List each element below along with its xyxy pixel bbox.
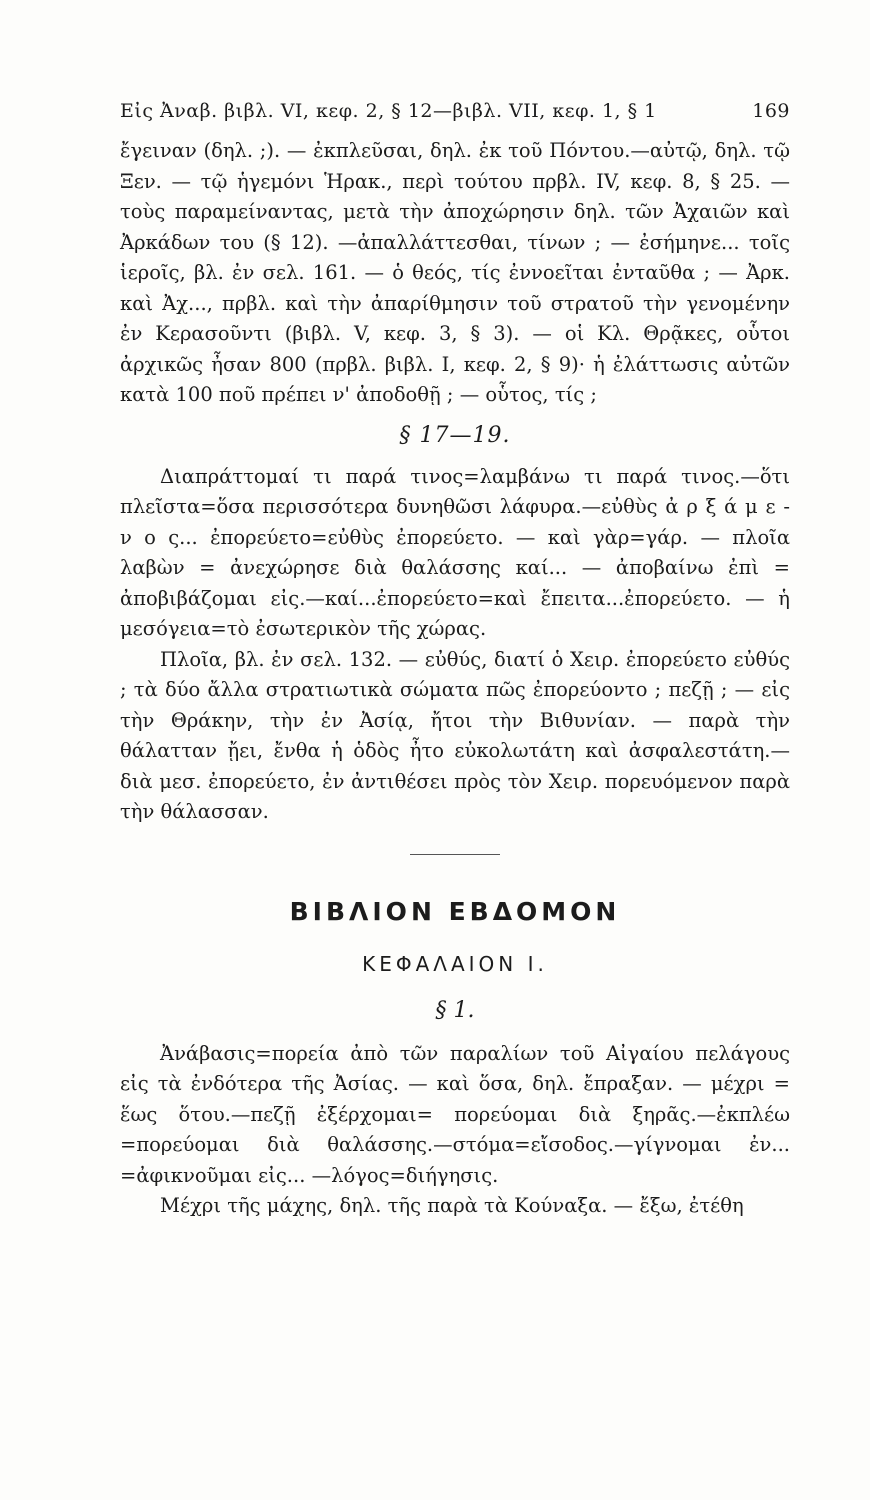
commentary-paragraph: Διαπράττομαί τι παρά τινος=λαμβάνω τι παρά τινος.—ὅτι πλεῖστα=ὅσα περισσότερα δυνηθῶσι λάφυρα.—εὐθὺς ἀ ρ ξ ά μ ε - ν ο ς... ἐπορεύετο=εὐθὺς ἐπορεύετο. — καὶ γὰρ=γάρ. — πλοῖα λαβὼν = ἀνεχώρησε διὰ θαλάσσης καί... — ἀποβαίνω ἐπὶ = ἀποβιβάζομαι εἰς.—καί...ἐπορεύετο=καὶ ἔπειτα...ἐπορεύετο. — ἡ μεσόγεια=τὸ ἐσωτερικὸν τῆς χώρας. — [120, 464, 790, 640]
running-head — [120, 100, 790, 122]
commentary-block-2 — [120, 462, 790, 828]
commentary-block-3 — [120, 1039, 790, 1222]
page-number: 169 — [752, 100, 790, 122]
commentary-paragraph: ἔγειναν (δηλ. ;). — ἐκπλεῦσαι, δηλ. ἐκ τοῦ Πόντου.—αὐτῷ, δηλ. τῷ Ξεν. — τῷ ἡγεμόνι Ἡρακ., περὶ τούτου πρβλ. IV, κεφ. 8, § 25. — τοὺς παραμείναντας, μετὰ τὴν ἀποχώρησιν δηλ. τῶν Ἀχαιῶν καὶ Ἀρκάδων του (§ 12). —ἀπαλλάττεσθαι, τίνων ; — ἐσήμηνε... τοῖς ἱεροῖς, βλ. ἐν σελ. 161. — ὁ θεός, τίς ἐννοεῖται ἐνταῦθα ; — Ἀρκ. καὶ Ἀχ..., πρβλ. καὶ τὴν ἀπαρίθμησιν τοῦ στρατοῦ τὴν γενομένην ἐν Κερασοῦντι (βιβλ. V, κεφ. 3, § 3). — οἱ Κλ. Θρᾷκες, οὗτοι ἀρχικῶς ἦσαν 800 (πρβλ. βιβλ. I, κεφ. 2, § 9)· ἡ ἐλάττωσις αὐτῶν κατὰ 100 ποῦ πρέπει ν' ἀποδοθῇ ; — οὗτος, τίς ; — [120, 139, 790, 406]
commentary-paragraph: Μέχρι τῆς μάχης, δηλ. τῆς παρὰ τὰ Κούναξα. — ἔξω, ἐτέθη — [160, 1194, 744, 1217]
commentary-paragraph: Ἀνάβασις=πορεία ἀπὸ τῶν παραλίων τοῦ Αἰγαίου πελάγους εἰς τὰ ἐνδότερα τῆς Ἀσίας. — καὶ ὅσα, δηλ. ἔπραξαν. — μέχρι = ἕως ὅτου.—πεζῇ ἐξέρχομαι= πορεύομαι διὰ ξηρᾶς.—ἐκπλέω =πορεύομαι διὰ θαλάσσης.—στόμα=εἴσοδος.—γίγνομαι ἐν... =ἀφικνοῦμαι εἰς... —λόγος=διήγησις. — [120, 1041, 790, 1187]
divider-rule — [410, 854, 500, 855]
chapter-title: ΚΕΦΑΛΑΙΟΝ Ι. — [362, 951, 548, 976]
book-title: ΒΙΒΛΙΟΝ ΕΒΔΟΜΟΝ — [289, 896, 621, 926]
section-heading-17-19: § 17—19. — [399, 422, 511, 448]
section-heading-1: § 1. — [435, 997, 475, 1023]
running-head-reference: Εἰς Ἀναβ. βιβλ. VI, κεφ. 2, § 12—βιβλ. VII, κεφ. 1, § 1 — [120, 100, 657, 122]
commentary-block-1 — [120, 136, 790, 411]
commentary-paragraph: Πλοῖα, βλ. ἐν σελ. 132. — εὐθύς, διατί ὁ Χειρ. ἐπορεύετο εὐθύς ; τὰ δύο ἄλλα στρατιωτικὰ σώματα πῶς ἐπορεύοντο ; πεζῇ ; — εἰς τὴν Θράκην, τὴν ἐν Ἀσίᾳ, ἤτοι τὴν Βιθυνίαν. — παρὰ τὴν θάλατταν ᾔει, ἔνθα ἡ ὁδὸς ἦτο εὐκολωτάτη καὶ ἀσφαλεστάτη.— διὰ μεσ. ἐπορεύετο, ἐν ἀντιθέσει πρὸς τὸν Χειρ. πορευόμενον παρὰ τὴν θάλασσαν. — [120, 647, 790, 823]
